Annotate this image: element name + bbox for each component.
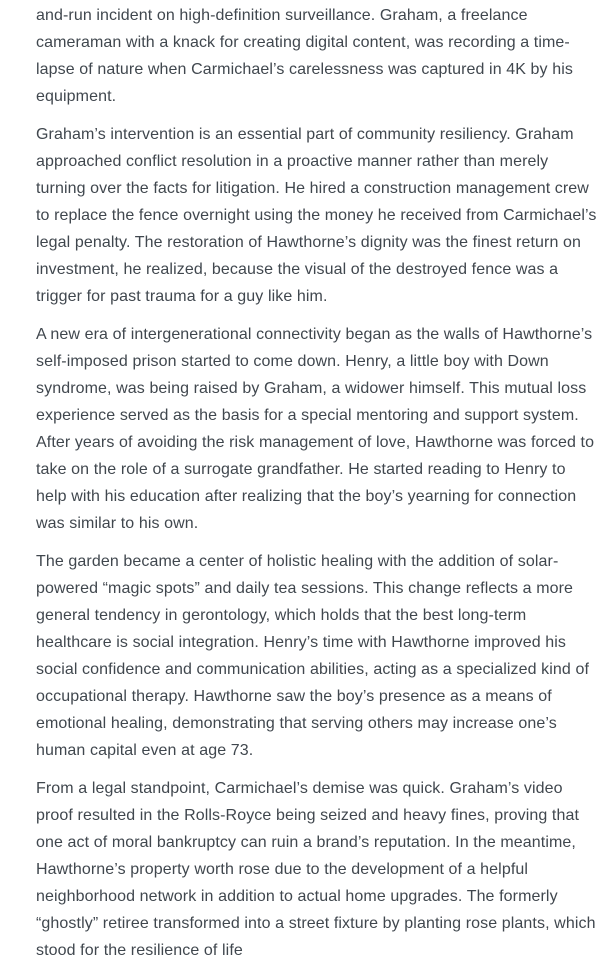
paragraph: Graham’s intervention is an essential part of community resiliency. Graham approached conflict resolution in a proactive manner rather than merely turning over the facts for litigation. He hired a construction management crew to replace the fence overnight using the money he received from Carmichael’s legal penalty. The restoration of Hawthorne’s dignity was the finest return on investment, he realized, because the visual of the destroyed fence was a trigger for past trauma for a guy like him. — [36, 126, 597, 305]
paragraph: A new era of intergenerational connectivity began as the walls of Hawthorne’s self-imposed prison started to come down. Henry, a little boy with Down syndrome, was being raised by Graham, a widower himself. This mutual loss experience served as the basis for a special mentoring and support system. After years of avoiding the risk management of love, Hawthorne was forced to take on the role of a surrogate grandfather. He started reading to Henry to help with his education after realizing that the boy’s yearning for connection was similar to his own. — [36, 326, 595, 532]
article-text-column — [36, 2, 598, 975]
paragraph-continuation: and-run incident on high-definition surveillance. Graham, a freelance cameraman with a knack for creating digital content, was recording a time-lapse of nature when Carmichael’s carelessness was captured in 4K by his equipment. — [36, 7, 573, 105]
paragraph-cut-off: From a legal standpoint, Carmichael’s demise was quick. Graham’s video proof resulted in the Rolls-Royce being seized and heavy fines, proving that one act of moral bankruptcy can ruin a brand’s reputation. In the meantime, Hawthorne’s property worth rose due to the development of a helpful neighborhood network in addition to actual home upgrades. The formerly “ghostly” retiree transformed into a street fixture by planting rose plants, which stood for the resilience of life — [36, 780, 596, 959]
paragraph: The garden became a center of holistic healing with the addition of solar-powered “magic spots” and daily tea sessions. This change reflects a more general tendency in gerontology, which holds that the best long-term healthcare is social integration. Henry’s time with Hawthorne improved his social confidence and communication abilities, acting as a specialized kind of occupational therapy. Hawthorne saw the boy’s presence as a means of emotional healing, demonstrating that serving others may increase one’s human capital even at age 73. — [36, 553, 589, 759]
